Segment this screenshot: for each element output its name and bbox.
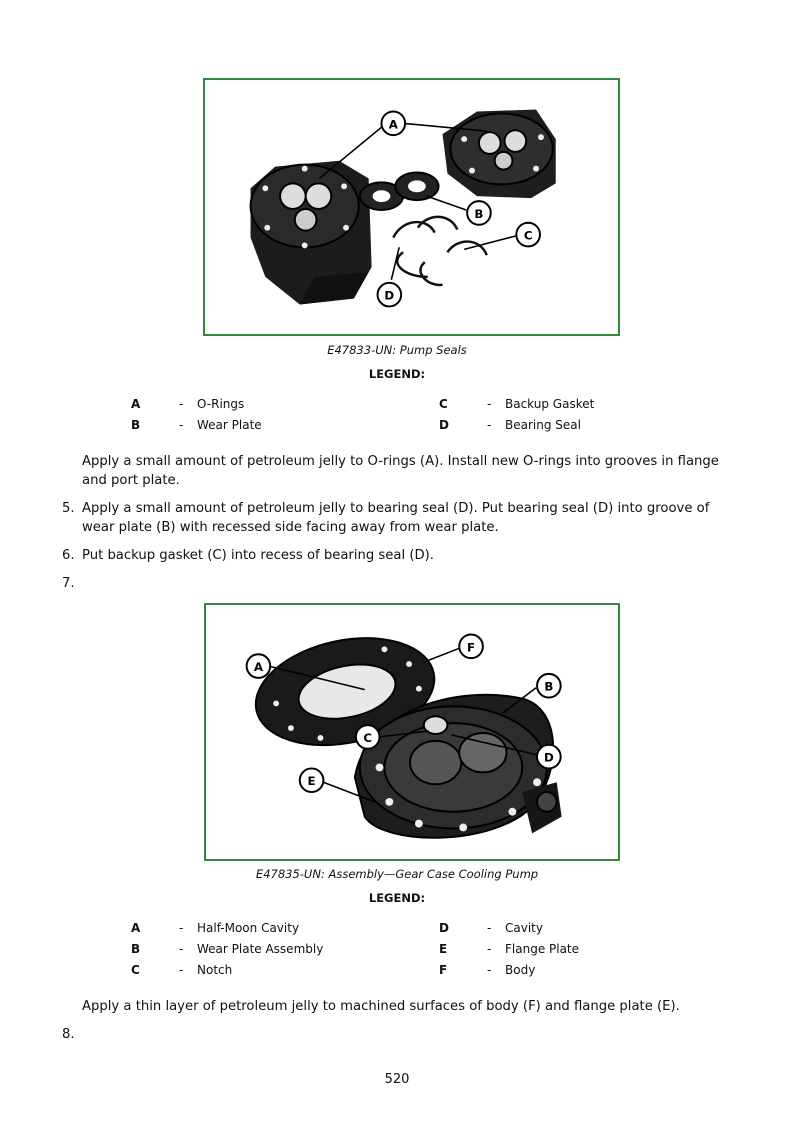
pump-seals-illustration — [205, 80, 618, 334]
figure1-legend-title: LEGEND: — [368, 367, 426, 381]
svg-text:E: E — [307, 774, 316, 789]
step-text: Put backup gasket (C) into recess of bearing seal (D). — [82, 548, 434, 563]
figure1-caption: E47833-UN: Pump Seals — [327, 343, 467, 357]
svg-text:D: D — [384, 288, 395, 303]
wire-seals — [393, 217, 487, 285]
callout-b — [467, 201, 491, 225]
figure2-caption: E47835-UN: Assembly—Gear Case Cooling Pump — [255, 867, 539, 881]
paragraph-oring: Apply a small amount of petroleum jelly to O-rings (A). Install new O-rings into grooves in flange and port plate. — [82, 454, 719, 488]
callout-a — [381, 112, 405, 136]
figure2-legend-title: LEGEND: — [368, 891, 426, 905]
step-number: 8. — [62, 1027, 75, 1042]
svg-text:D: D — [543, 750, 554, 765]
step-text: Apply a small amount of petroleum jelly to bearing seal (D). Put bearing seal (D) into groove of wear plate (B) with recessed side facing away from wear plate. — [82, 501, 710, 535]
port-plate-right — [443, 110, 556, 199]
callout-b — [537, 674, 561, 698]
callout-d — [378, 283, 402, 307]
assembly-illustration — [206, 605, 618, 859]
svg-text:C: C — [523, 228, 533, 243]
paragraph-body-jelly: Apply a thin layer of petroleum jelly to machined surfaces of body (F) and flange plate (E). — [82, 999, 680, 1014]
step-number: 6. — [62, 548, 75, 563]
page-number: 520 — [384, 1072, 410, 1087]
figure-assembly-gear-case — [204, 603, 620, 861]
callout-e — [300, 768, 324, 792]
svg-text:A: A — [253, 660, 263, 675]
step-number: 7. — [62, 576, 75, 591]
flange-block-left — [251, 161, 372, 305]
callout-f — [459, 635, 483, 659]
callout-c — [516, 223, 540, 247]
svg-text:C: C — [363, 730, 373, 745]
bearing-seal — [360, 173, 439, 210]
svg-text:F: F — [467, 640, 476, 655]
svg-text:B: B — [474, 206, 484, 221]
svg-text:A: A — [388, 117, 398, 132]
figure-pump-seals — [203, 78, 620, 336]
callout-a — [247, 654, 271, 678]
svg-text:B: B — [544, 679, 554, 694]
callout-c — [356, 725, 380, 749]
step-number: 5. — [62, 501, 75, 516]
callout-d — [537, 745, 561, 769]
